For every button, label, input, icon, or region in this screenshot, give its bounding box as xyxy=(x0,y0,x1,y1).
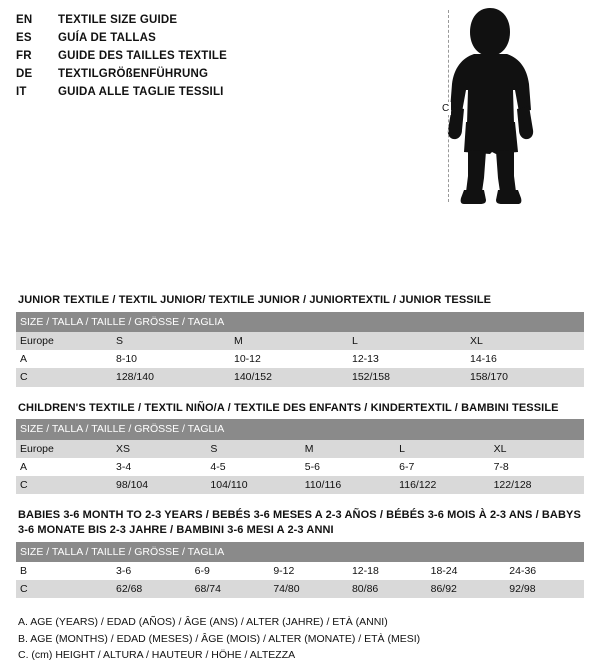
size-cell: S xyxy=(206,440,300,458)
row-value: 128/140 xyxy=(112,368,230,386)
table-row xyxy=(16,458,584,476)
row-value: 12-18 xyxy=(348,562,427,580)
row-value: 74/80 xyxy=(269,580,348,598)
size-row-label: Europe xyxy=(16,332,112,350)
row-value: 5-6 xyxy=(301,458,395,476)
size-cell: S xyxy=(112,332,230,350)
row-value: 6-7 xyxy=(395,458,489,476)
size-cell: L xyxy=(348,332,466,350)
table-row xyxy=(16,350,584,368)
language-title: GUÍA DE TALLAS xyxy=(58,32,156,44)
language-title: GUIDE DES TAILLES TEXTILE xyxy=(58,50,227,62)
language-row xyxy=(16,32,446,50)
section-babies xyxy=(16,506,584,598)
footnote-a: A. AGE (YEARS) / EDAD (AÑOS) / ÂGE (ANS) / ALTER (JAHRE) / ETÀ (ANNI) xyxy=(18,616,388,629)
measurement-figure xyxy=(434,6,594,206)
size-row-label: Europe xyxy=(16,440,112,458)
row-value: 158/170 xyxy=(466,368,584,386)
section-title: BABIES 3-6 MONTH TO 2-3 YEARS / BEBÉS 3-6 MESES A 2-3 AÑOS / BÉBÉS 3-6 MOIS À 2-3 ANS / BABYS 3-6 MONATE BIS 2-3 JAHRE / BAMBINI 3-6 MESI A 2-3 ANNI xyxy=(18,509,581,536)
row-value: 14-16 xyxy=(466,350,584,368)
table-subheader-row xyxy=(16,312,584,332)
row-value: 80/86 xyxy=(348,580,427,598)
language-row xyxy=(16,68,446,86)
size-cell: XL xyxy=(466,332,584,350)
section-title: JUNIOR TEXTILE / TEXTIL JUNIOR/ TEXTILE JUNIOR / JUNIORTEXTIL / JUNIOR TESSILE xyxy=(18,294,492,306)
size-table-babies xyxy=(16,542,584,599)
row-value: 24-36 xyxy=(505,562,584,580)
height-measure-label: C xyxy=(442,103,450,114)
table-row xyxy=(16,476,584,494)
row-value: 68/74 xyxy=(191,580,270,598)
size-cell: XL xyxy=(490,440,584,458)
table-row xyxy=(16,580,584,598)
table-subheader: SIZE / TALLA / TAILLE / GRÖSSE / TAGLIA xyxy=(16,542,584,562)
row-value: 86/92 xyxy=(427,580,506,598)
language-code: EN xyxy=(16,14,33,26)
table-row xyxy=(16,368,584,386)
row-value: 3-4 xyxy=(112,458,206,476)
row-label: A xyxy=(16,458,112,476)
row-label: C xyxy=(16,476,112,494)
language-title: GUIDA ALLE TAGLIE TESSILI xyxy=(58,86,224,98)
size-cell: M xyxy=(301,440,395,458)
table-subheader-row xyxy=(16,419,584,439)
language-row xyxy=(16,50,446,68)
section-title: CHILDREN'S TEXTILE / TEXTIL NIÑO/A / TEXTILE DES ENFANTS / KINDERTEXTIL / BAMBINI TESSILE xyxy=(18,401,559,414)
row-value: 9-12 xyxy=(269,562,348,580)
size-cell: L xyxy=(395,440,489,458)
table-subheader: SIZE / TALLA / TAILLE / GRÖSSE / TAGLIA xyxy=(16,419,584,439)
row-value: 7-8 xyxy=(490,458,584,476)
language-title: TEXTILGRÖßENFÜHRUNG xyxy=(58,68,209,80)
row-label: A xyxy=(16,350,112,368)
footnote-c: C. (cm) HEIGHT / ALTURA / HAUTEUR / HÖHE / ALTEZZA xyxy=(18,648,296,661)
row-value: 116/122 xyxy=(395,476,489,494)
row-value: 3-6 xyxy=(112,562,191,580)
size-cell: XS xyxy=(112,440,206,458)
row-value: 104/110 xyxy=(206,476,300,494)
table-size-row xyxy=(16,332,584,350)
language-code: DE xyxy=(16,68,33,80)
language-code: FR xyxy=(16,50,32,62)
size-cell: M xyxy=(230,332,348,350)
row-value: 4-5 xyxy=(206,458,300,476)
table-subheader: SIZE / TALLA / TAILLE / GRÖSSE / TAGLIA xyxy=(16,312,584,332)
language-row xyxy=(16,14,446,32)
row-label: C xyxy=(16,580,112,598)
footnotes xyxy=(16,614,584,663)
language-title: TEXTILE SIZE GUIDE xyxy=(58,14,178,26)
row-value: 140/152 xyxy=(230,368,348,386)
language-title-block xyxy=(16,14,446,104)
row-value: 12-13 xyxy=(348,350,466,368)
table-size-row xyxy=(16,440,584,458)
row-value: 110/116 xyxy=(301,476,395,494)
row-value: 92/98 xyxy=(505,580,584,598)
row-value: 98/104 xyxy=(112,476,206,494)
row-label: C xyxy=(16,368,112,386)
row-value: 152/158 xyxy=(348,368,466,386)
row-value: 8-10 xyxy=(112,350,230,368)
footnote-b: B. AGE (MONTHS) / EDAD (MESES) / ÂGE (MOIS) / ALTER (MONATE) / ETÀ (MESI) xyxy=(18,632,421,645)
row-value: 122/128 xyxy=(490,476,584,494)
table-row xyxy=(16,562,584,580)
size-table-children xyxy=(16,419,584,494)
table-subheader-row xyxy=(16,542,584,562)
row-value: 10-12 xyxy=(230,350,348,368)
row-label: B xyxy=(16,562,112,580)
language-row xyxy=(16,86,446,104)
section-junior xyxy=(16,291,584,387)
child-silhouette-icon xyxy=(434,6,594,206)
language-code: IT xyxy=(16,86,27,98)
section-children xyxy=(16,399,584,495)
row-value: 6-9 xyxy=(191,562,270,580)
language-code: ES xyxy=(16,32,32,44)
row-value: 18-24 xyxy=(427,562,506,580)
size-table-junior xyxy=(16,312,584,387)
row-value: 62/68 xyxy=(112,580,191,598)
